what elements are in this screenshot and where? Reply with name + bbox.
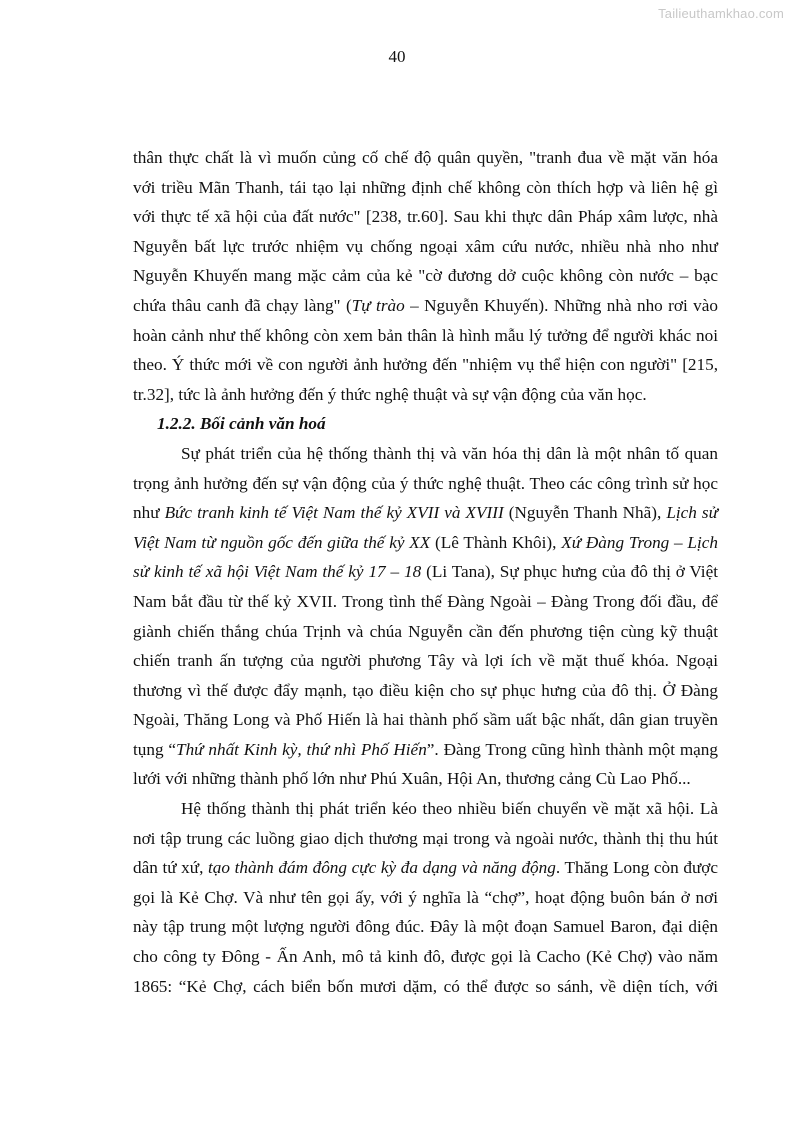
italic-title: Lịch sử bbox=[666, 503, 718, 523]
paragraph-2 bbox=[133, 439, 718, 794]
text-line: 1865: “Kẻ Chợ, cách biển bốn mươi dặm, có thể được so sánh, về diện tích, với bbox=[133, 976, 718, 996]
text-line: lưới với những thành phố lớn như Phú Xuân, Hội An, thương cảng Cù Lao Phố... bbox=[133, 769, 691, 789]
text-line: Hệ thống thành thị phát triển kéo theo nhiều biến chuyển về mặt xã hội. Là bbox=[181, 799, 718, 819]
text-line: nơi tập trung các luồng giao dịch thương mại trong và ngoài nước, thành thị thu hút bbox=[133, 828, 718, 848]
text-line: Ngoài, Thăng Long và Phố Hiến là hai thành phố sầm uất bậc nhất, dân gian truyền bbox=[133, 710, 718, 730]
text-span: ”. Đàng Trong cũng hình thành một mạng bbox=[426, 739, 718, 759]
text-line: Nguyễn Khuyến mang mặc cảm của kẻ "cờ đương dở cuộc không còn nước – bạc bbox=[133, 266, 718, 286]
text-line: hoàn cảnh như thế không còn xem bản thân là hình mẫu lý tưởng để người khác noi bbox=[133, 325, 718, 345]
italic-title: Tự trào bbox=[351, 295, 405, 315]
text-line: chiến tranh ấn tượng của người phương Tây và lợi ích về mặt thuế khóa. Ngoại bbox=[133, 651, 718, 671]
italic-quote: Thứ nhất Kinh kỳ, thứ nhì Phố Hiến bbox=[176, 739, 427, 759]
text-line: cho công ty Đông - Ấn Anh, mô tả kinh đô, được gọi là Cacho (Kẻ Chợ) vào năm bbox=[133, 947, 718, 967]
text-line bbox=[133, 498, 718, 528]
text-span: (Nguyễn Thanh Nhã), bbox=[503, 503, 667, 523]
document-body bbox=[133, 143, 718, 1001]
text-line bbox=[133, 528, 718, 558]
text-span: (Li Tana), Sự phục hưng của đô thị ở Việt bbox=[421, 562, 718, 582]
text-line: Nguyễn bất lực trước nhiệm vụ chống ngoại xâm cứu nước, nhiều nhà nho như bbox=[133, 236, 718, 256]
text-line: tr.32], tức là ảnh hưởng đến ý thức nghệ thuật và sự vận động của văn học. bbox=[133, 384, 647, 404]
text-line: Sự phát triển của hệ thống thành thị và văn hóa thị dân là một nhân tố quan bbox=[181, 443, 718, 463]
text-line: này tập trung một lượng người đông đúc. Đây là một đoạn Samuel Baron, đại diện bbox=[133, 917, 718, 937]
italic-title: Việt Nam từ nguồn gốc đến giữa thế kỷ XX bbox=[133, 532, 431, 552]
text-line: trọng ảnh hưởng đến sự vận động của ý thức nghệ thuật. Theo các công trình sử học bbox=[133, 473, 718, 493]
text-line: với thực tế xã hội của đất nước" [238, tr.60]. Sau khi thực dân Pháp xâm lược, nhà bbox=[133, 207, 718, 227]
watermark: Tailieuthamkhao.com bbox=[658, 6, 784, 21]
text-line: gọi là Kẻ Chợ. Và như tên gọi ấy, với ý nghĩa là “chợ”, hoạt động buôn bán ở nơi bbox=[133, 887, 718, 907]
text-line bbox=[133, 557, 718, 587]
text-span: – Nguyễn Khuyến). Những nhà nho rơi vào bbox=[404, 295, 718, 315]
italic-title: Xứ Đàng Trong – Lịch bbox=[561, 532, 718, 552]
text-span: (Lê Thành Khôi), bbox=[430, 532, 562, 552]
section-heading: 1.2.2. Bối cảnh văn hoá bbox=[157, 414, 326, 434]
text-line: theo. Ý thức mới về con người ảnh hưởng đến "nhiệm vụ thể hiện con người" [215, bbox=[133, 355, 718, 375]
text-span: như bbox=[133, 503, 165, 523]
text-span: chứa thâu canh đã chạy làng" ( bbox=[133, 295, 352, 315]
text-line bbox=[133, 853, 718, 883]
page-number: 40 bbox=[388, 47, 406, 66]
text-line: với triều Mãn Thanh, tái tạo lại những định chế không còn thích hợp và liên hệ gì bbox=[133, 177, 718, 197]
italic-title: sử kinh tế xã hội Việt Nam thế kỷ 17 – 18 bbox=[133, 562, 422, 582]
italic-title: Bức tranh kinh tế Việt Nam thế kỷ XVII và XVIII bbox=[164, 503, 504, 523]
text-line: thương vì thế được đẩy mạnh, tạo điều kiện cho sự phục hưng của đô thị. Ở Đàng bbox=[133, 680, 718, 700]
text-line bbox=[133, 291, 718, 321]
text-line: giành chiến thắng chúa Trịnh và chúa Nguyễn cần đến phương tiện cùng kỹ thuật bbox=[133, 621, 718, 641]
text-line: thân thực chất là vì muốn củng cố chế độ quân quyền, "tranh đua về mặt văn hóa bbox=[133, 148, 718, 167]
paragraph-1 bbox=[133, 143, 718, 409]
text-line bbox=[133, 735, 718, 765]
italic-phrase: tạo thành đám đông cực kỳ đa dạng và năng động bbox=[208, 858, 556, 878]
text-span: . Thăng Long còn được bbox=[555, 858, 718, 878]
text-span: dân tứ xứ, bbox=[133, 858, 209, 878]
text-span: tụng “ bbox=[133, 739, 177, 759]
text-line: Nam bắt đầu từ thế kỷ XVII. Trong tình thế Đàng Ngoài – Đàng Trong đối đầu, để bbox=[133, 591, 718, 611]
paragraph-3 bbox=[133, 794, 718, 1001]
